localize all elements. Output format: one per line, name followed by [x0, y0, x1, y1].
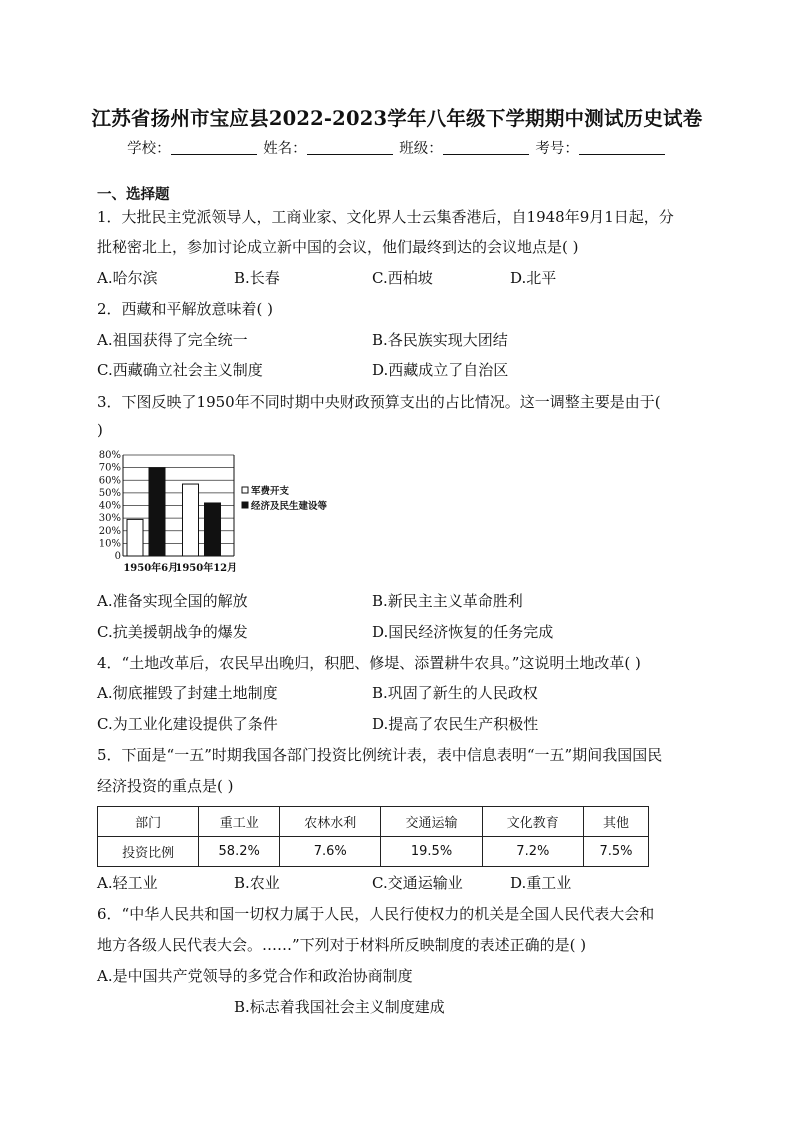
- budget-bar-chart: [96, 448, 356, 583]
- table-cell: 投资比例: [98, 837, 199, 867]
- q2-option-b: B.各民族实现大团结: [372, 331, 508, 349]
- y-tick-label: 20%: [98, 525, 121, 537]
- legend-swatch: [242, 487, 248, 493]
- bar: [205, 503, 221, 556]
- q2-option-a: A.祖国获得了完全统一: [97, 331, 248, 349]
- q5-option-a: A.轻工业: [97, 874, 158, 892]
- x-tick-label: 1950年6月: [123, 563, 179, 574]
- y-tick-label: 10%: [98, 538, 121, 550]
- table-header-cell: 文化教育: [482, 807, 583, 837]
- table-cell: 7.6%: [280, 837, 381, 867]
- q5-option-d: D.重工业: [510, 874, 572, 892]
- legend-label: 军费开支: [251, 486, 290, 497]
- budget-bar-chart-svg: [96, 448, 356, 583]
- q4-option-a: A.彻底摧毁了封建土地制度: [97, 684, 278, 702]
- y-tick-label: 40%: [98, 500, 121, 512]
- q6-stem-line1: 6．“中华人民共和国一切权力属于人民，人民行使权力的机关是全国人民代表大会和: [97, 905, 655, 923]
- q5-option-b: B.农业: [234, 874, 280, 892]
- investment-table: [97, 806, 649, 867]
- bar: [127, 519, 143, 556]
- q1-option-a: A.哈尔滨: [97, 269, 158, 287]
- q2-stem: 2．西藏和平解放意味着( ): [97, 300, 274, 318]
- q6-option-b: B.标志着我国社会主义制度建成: [234, 998, 445, 1016]
- legend-label: 经济及民生建设等: [251, 501, 328, 512]
- table-cell: 19.5%: [381, 837, 482, 867]
- bar: [149, 468, 165, 556]
- y-tick-label: 0: [114, 551, 121, 562]
- q5-stem-line1: 5．下面是“一五”时期我国各部门投资比例统计表，表中信息表明“一五”期间我国国民: [97, 746, 663, 764]
- y-tick-label: 60%: [98, 475, 121, 487]
- table-header-cell: 农林水利: [280, 807, 381, 837]
- student-info-line: [0, 137, 794, 158]
- number-blank: [579, 141, 665, 155]
- q1-stem-line2: 批秘密北上，参加讨论成立新中国的会议，他们最终到达的会议地点是( ): [97, 238, 579, 256]
- q3-option-b: B.新民主主义革命胜利: [372, 592, 523, 610]
- q1-stem-line1: 1．大批民主党派领导人，工商业家、文化界人士云集香港后，自1948年9月1日起，分: [97, 208, 674, 226]
- table-header-cell: 重工业: [199, 807, 280, 837]
- table-header-cell: 其他: [583, 807, 648, 837]
- q5-option-c: C.交通运输业: [372, 874, 463, 892]
- table-cell: 58.2%: [199, 837, 280, 867]
- q1-option-d: D.北平: [510, 269, 557, 287]
- table-header-cell: 部门: [98, 807, 199, 837]
- table-header-row: [98, 807, 649, 837]
- name-label: 姓名：: [263, 141, 307, 157]
- table-header-cell: 交通运输: [381, 807, 482, 837]
- exam-title: 江苏省扬州市宝应县2022-2023学年八年级下学期期中测试历史试卷: [91, 107, 703, 130]
- name-blank: [307, 141, 393, 155]
- q4-stem: 4．“土地改革后，农民早出晚归，积肥、修堤、添置耕牛农具。”这说明土地改革( ): [97, 654, 641, 672]
- y-tick-label: 50%: [98, 487, 121, 499]
- bar: [183, 484, 199, 556]
- school-label: 学校：: [127, 141, 171, 157]
- q3-stem-line2: ): [97, 421, 103, 439]
- legend-swatch: [242, 502, 248, 508]
- q1-option-c: C.西柏坡: [372, 269, 433, 287]
- section-title: 一、选择题: [97, 186, 170, 203]
- x-tick-label: 1950年12月: [175, 563, 238, 574]
- q3-option-c: C.抗美援朝战争的爆发: [97, 623, 248, 641]
- q4-option-b: B.巩固了新生的人民政权: [372, 684, 538, 702]
- q3-stem-line1: 3．下图反映了1950年不同时期中央财政预算支出的占比情况。这一调整主要是由于(: [97, 393, 661, 411]
- table-cell: 7.2%: [482, 837, 583, 867]
- q5-stem-line2: 经济投资的重点是( ): [97, 777, 234, 795]
- q6-option-a: A.是中国共产党领导的多党合作和政治协商制度: [97, 967, 413, 985]
- q4-option-d: D.提高了农民生产积极性: [372, 715, 539, 733]
- school-blank: [171, 141, 257, 155]
- table-cell: 7.5%: [583, 837, 648, 867]
- class-blank: [443, 141, 529, 155]
- q2-option-c: C.西藏确立社会主义制度: [97, 361, 263, 379]
- class-label: 班级：: [399, 141, 443, 157]
- y-tick-label: 30%: [98, 513, 121, 525]
- q3-option-a: A.准备实现全国的解放: [97, 592, 248, 610]
- y-tick-label: 70%: [98, 462, 121, 474]
- q3-option-d: D.国民经济恢复的任务完成: [372, 623, 554, 641]
- q1-option-b: B.长春: [234, 269, 280, 287]
- y-tick-label: 80%: [98, 450, 121, 461]
- q2-option-d: D.西藏成立了自治区: [372, 361, 509, 379]
- number-label: 考号：: [535, 141, 579, 157]
- q4-option-c: C.为工业化建设提供了条件: [97, 715, 278, 733]
- table-row: [98, 837, 649, 867]
- q6-stem-line2: 地方各级人民代表大会。……”下列对于材料所反映制度的表述正确的是( ): [97, 936, 587, 954]
